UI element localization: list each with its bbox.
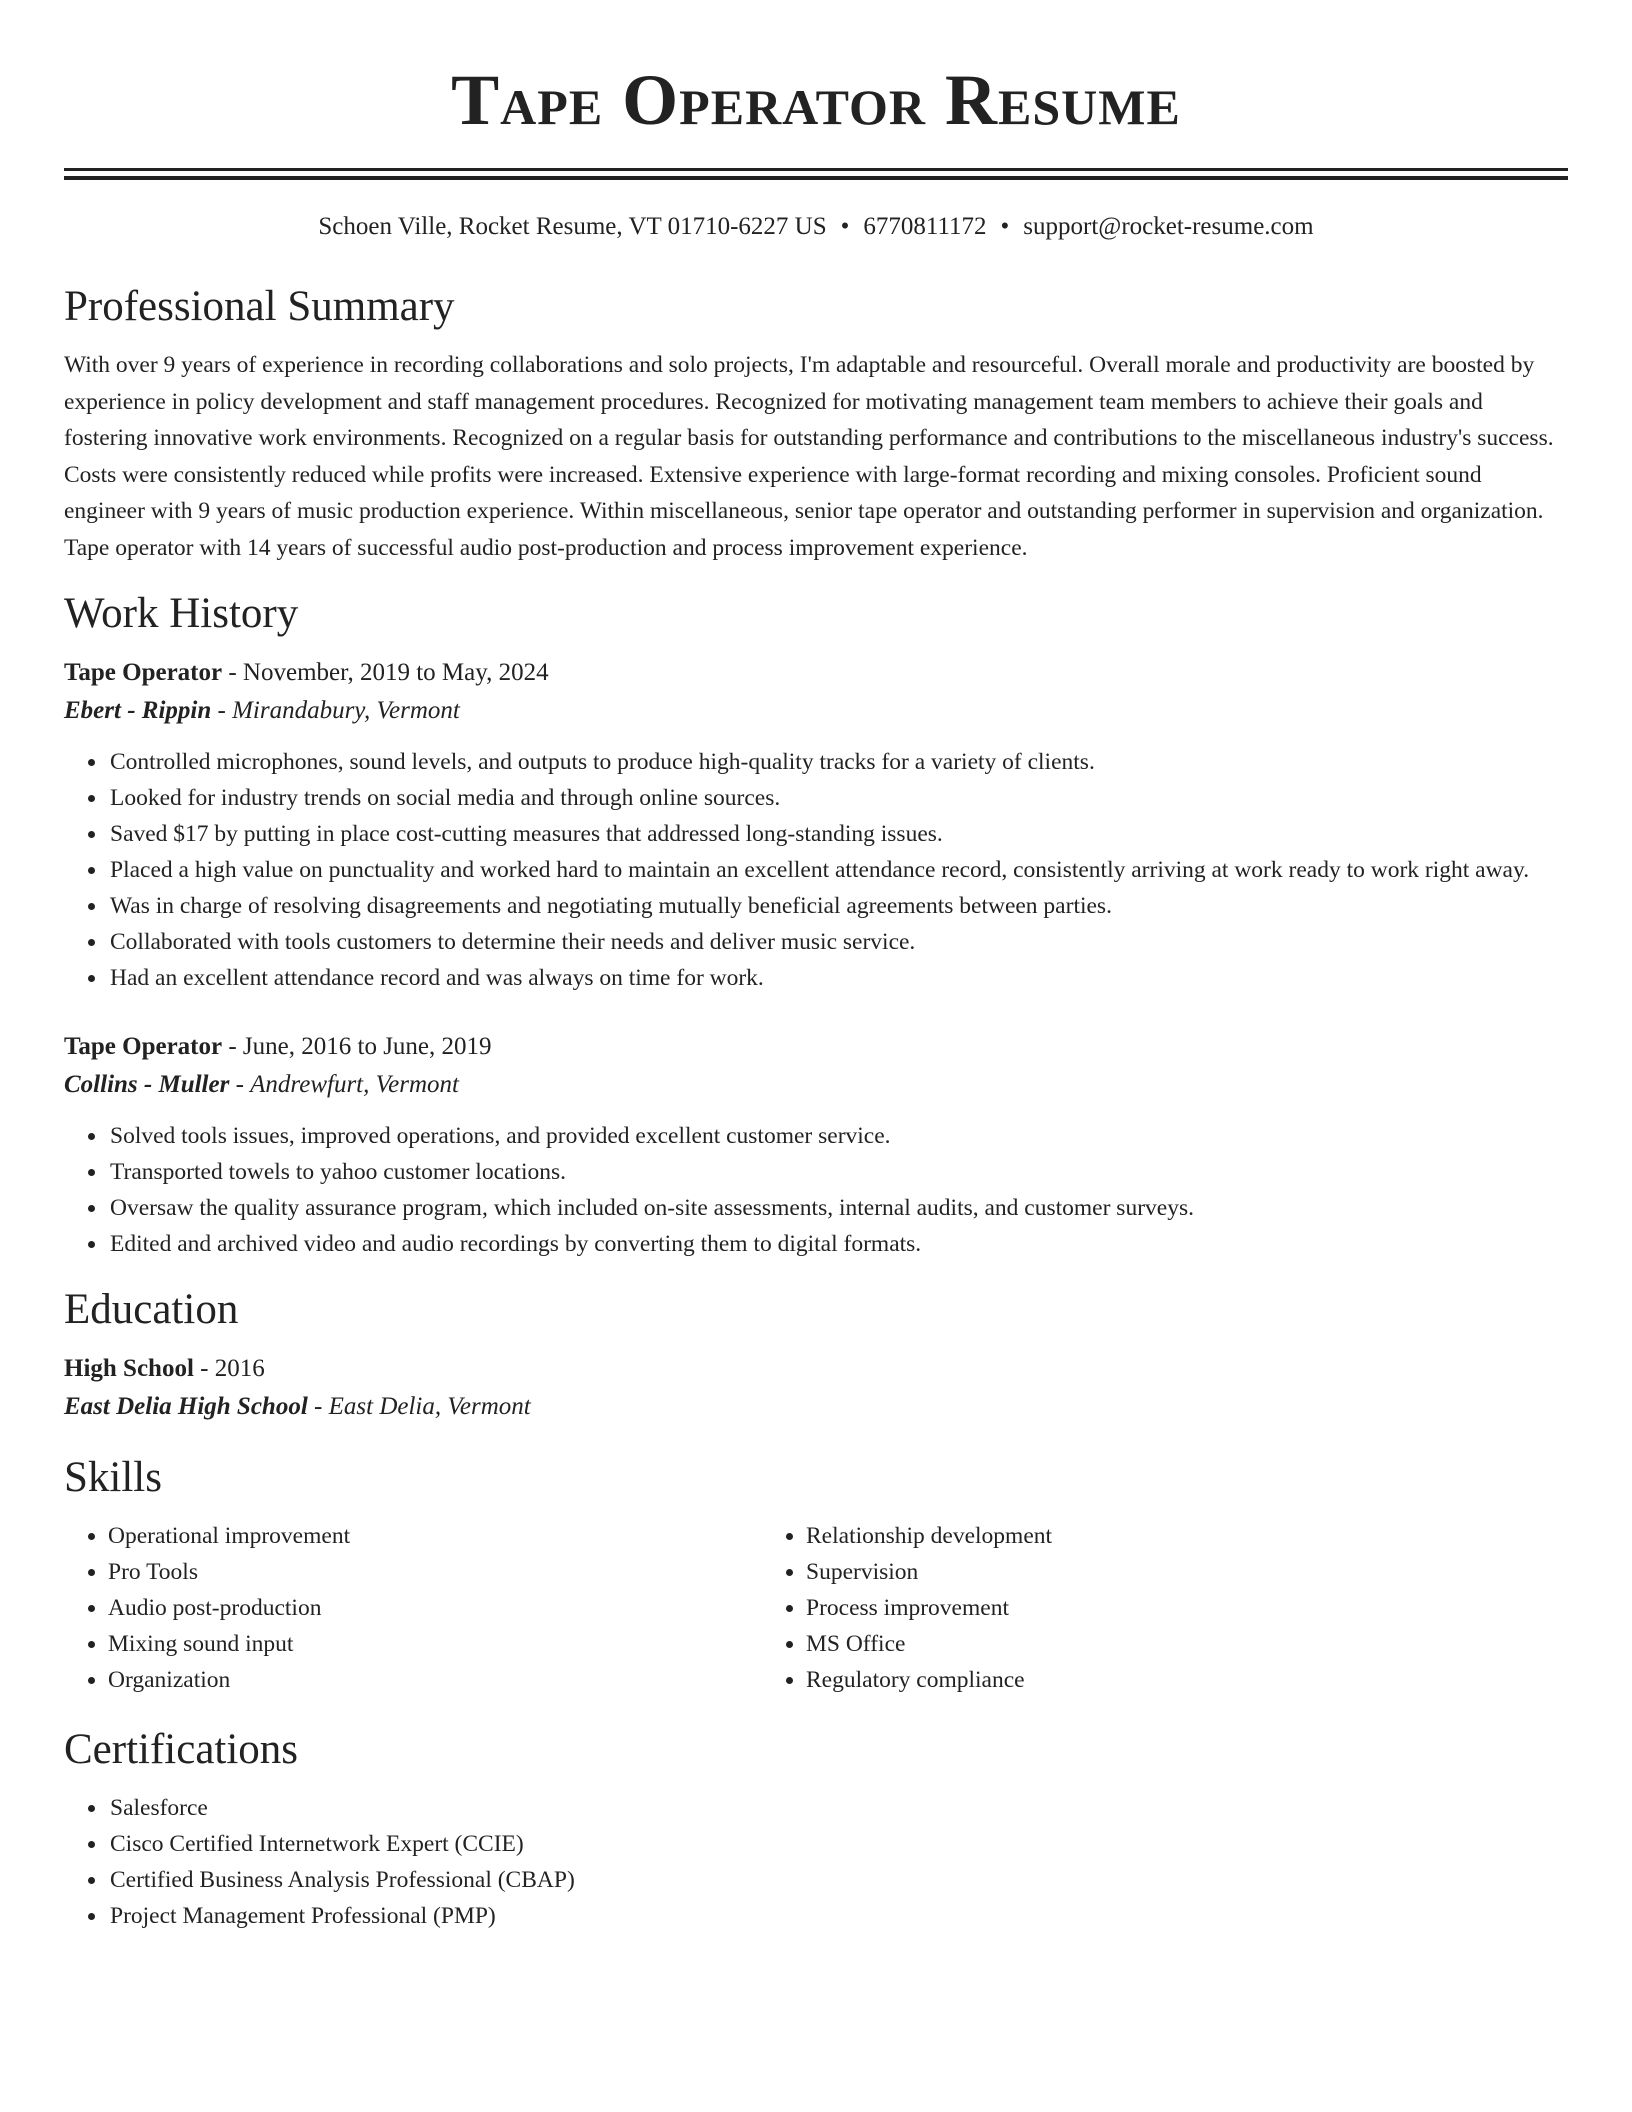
contact-email: support@rocket-resume.com	[1023, 213, 1314, 240]
certification-item: • Project Management Professional (PMP)	[108, 1898, 1568, 1934]
job-separator: -	[222, 1033, 243, 1060]
education-separator: -	[193, 1355, 215, 1382]
list-item: • Looked for industry trends on social media and through online sources.	[108, 780, 1568, 816]
job-entry	[64, 1028, 1568, 1262]
list-item: • Placed a high value on punctuality and worked hard to maintain an excellent attendance record, consistently arriving at work ready to work right away.	[108, 852, 1568, 888]
job-dates: June, 2016 to June, 2019	[242, 1033, 492, 1060]
list-item: • Had an excellent attendance record and was always on time for work.	[108, 960, 1568, 996]
skill-item: • Audio post-production	[108, 1590, 762, 1626]
job-company-line	[64, 1066, 1568, 1104]
education-separator: -	[307, 1393, 329, 1420]
resume-title: Tape Operator Resume	[451, 60, 1181, 140]
job-title: Tape Operator	[64, 659, 223, 686]
skill-item: • Process improvement	[806, 1590, 1568, 1626]
job-company: Collins - Muller	[64, 1071, 230, 1098]
education-heading: Education	[64, 1286, 239, 1333]
job-entry	[64, 654, 1568, 996]
certification-item: • Salesforce	[108, 1790, 1568, 1826]
skill-item: • Mixing sound input	[108, 1626, 762, 1662]
contact-line	[64, 211, 1568, 243]
education-location: East Delia, Vermont	[328, 1393, 531, 1420]
list-item: • Saved $17 by putting in place cost-cutting measures that addressed long-standing issues.	[108, 816, 1568, 852]
list-item: • Was in charge of resolving disagreements and negotiating mutually beneficial agreements between parties.	[108, 888, 1568, 924]
skill-item: • Regulatory compliance	[806, 1662, 1568, 1698]
job-company: Ebert - Rippin	[64, 697, 212, 724]
job-bullets	[64, 744, 1568, 996]
list-item: • Collaborated with tools customers to determine their needs and deliver music service.	[108, 924, 1568, 960]
job-location: Andrewfurt, Vermont	[250, 1071, 459, 1098]
summary-heading: Professional Summary	[64, 283, 455, 330]
skill-item: • Pro Tools	[108, 1554, 762, 1590]
job-separator: -	[222, 659, 243, 686]
skills-heading: Skills	[64, 1454, 162, 1501]
list-item: • Edited and archived video and audio recordings by converting them to digital formats.	[108, 1226, 1568, 1262]
education-degree-line	[64, 1350, 1568, 1388]
skill-item: • Organization	[108, 1662, 762, 1698]
skill-item: • Relationship development	[806, 1518, 1568, 1554]
job-separator: -	[229, 1071, 251, 1098]
job-title: Tape Operator	[64, 1033, 223, 1060]
list-item: • Transported towels to yahoo customer locations.	[108, 1154, 1568, 1190]
list-item: • Solved tools issues, improved operations, and provided excellent customer service.	[108, 1118, 1568, 1154]
job-location: Mirandabury, Vermont	[232, 697, 460, 724]
title-divider	[64, 168, 1568, 180]
certification-item: • Cisco Certified Internetwork Expert (CCIE)	[108, 1826, 1568, 1862]
certification-item: • Certified Business Analysis Professional (CBAP)	[108, 1862, 1568, 1898]
skill-item: • Supervision	[806, 1554, 1568, 1590]
certifications-list	[64, 1790, 1568, 1934]
job-company-line	[64, 692, 1568, 730]
education-school-line	[64, 1388, 1568, 1426]
contact-address: Schoen Ville, Rocket Resume, VT 01710-6227 US	[318, 213, 827, 240]
skill-item: • Operational improvement	[108, 1518, 762, 1554]
contact-separator: •	[1000, 213, 1010, 240]
education-entry	[64, 1350, 1568, 1426]
skills-left-column	[64, 1518, 762, 1698]
list-item: • Oversaw the quality assurance program, which included on-site assessments, internal audits, and customer surveys.	[108, 1190, 1568, 1226]
skills-right-column	[762, 1518, 1568, 1698]
summary-text: With over 9 years of experience in recording collaborations and solo projects, I'm adaptable and resourceful. Overall morale and productivity are boosted by experience in policy development and staff management procedures. Recognized for motivating management team members to achieve their goals and fostering innovative work environments. Recognized on a regular basis for outstanding performance and contributions to the miscellaneous industry's success. Costs were consistently reduced while profits were increased. Extensive experience with large-format recording and mixing consoles. Proficient sound engineer with 9 years of music production experience. Within miscellaneous, senior tape operator and outstanding performer in supervision and organization. Tape operator with 14 years of successful audio post-production and process improvement experience.	[64, 352, 1554, 561]
work-history-heading: Work History	[64, 590, 299, 637]
contact-separator: •	[840, 213, 850, 240]
job-title-line	[64, 654, 1568, 692]
skills-columns	[64, 1518, 1568, 1698]
job-title-line	[64, 1028, 1568, 1066]
list-item: • Controlled microphones, sound levels, and outputs to produce high-quality tracks for a variety of clients.	[108, 744, 1568, 780]
job-dates: November, 2019 to May, 2024	[242, 659, 549, 686]
contact-phone: 6770811172	[863, 213, 987, 240]
certifications-heading: Certifications	[64, 1726, 299, 1773]
education-year: 2016	[214, 1355, 265, 1382]
education-school: East Delia High School	[64, 1393, 308, 1420]
skill-item: • MS Office	[806, 1626, 1568, 1662]
education-degree: High School	[64, 1355, 194, 1382]
job-separator: -	[211, 697, 233, 724]
job-bullets	[64, 1118, 1568, 1262]
